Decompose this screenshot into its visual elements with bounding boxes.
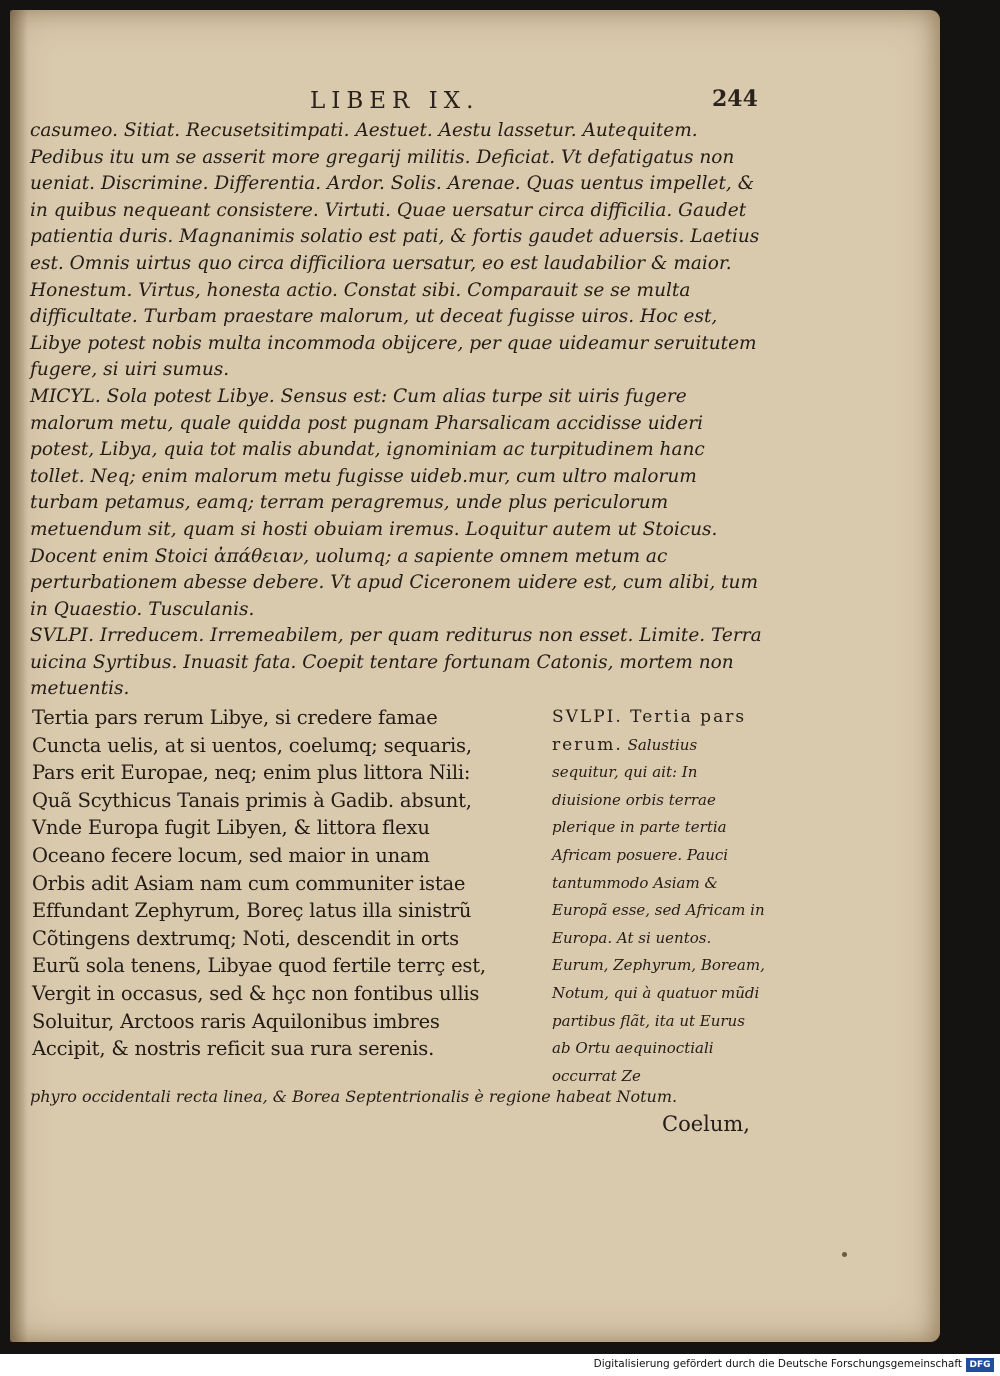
commentary-paragraph: MICYL. Sola potest Libye. Sensus est: Cum alias turpe sit uiris fugere malorum metu, quale quidda post pugnam Pharsalicam accidisse uideri potest, Libya, quia tot malis abundat, ignominiam ac turpitudinem hanc tollet. Neq; enim malorum metu fugisse uideb.mur, cum ultro malorum turbam petamus, eamq; terram peragremus, unde plus periculorum metuendum sit, quam si hosti obuiam iremus. Loquitur autem ut Stoicus. Docent enim Stoici ἀπάθειαν, uolumq; a sapiente omnem metum ac perturbationem abesse debere. Vt apud Ciceronem uidere est, cum alibi, tum in Quaestio. Tusculanis. <box>30 385 758 620</box>
commentary-continuation: phyro occidentali recta linea, & Borea Septentrionalis è regione habeat Notum. <box>30 1087 678 1106</box>
commentary-paragraph: casumeo. Sitiat. Recusetsitimpati. Aestuet. Aestu lassetur. Autequitem. Pedibus itu um se asserit more gregarij militis. Deficiat. Vt defatigatus non ueniat. Discrimine. Differentia. Ardor. Solis. Arenae. Quas uentus impellet, & in quibus nequeant consistere. Virtuti. Quae uersatur circa difficilia. Gaudet patientia duris. Magnanimis solatio est pati, & fortis gaudet aduersis. Laetius est. Omnis uirtus quo circa difficiliora uersatur, eo est laudabilior & maior. Honestum. Virtus, honesta actio. Constat sibi. Comparauit se se multa difficultate. Turbam praestare malorum, ut deceat fugisse uiros. Hoc est, Libye potest nobis multa incommoda obijcere, per quae uideamur seruitutem fugere, si uiri sumus. <box>30 120 760 381</box>
verse-line: Soluitur, Arctoos raris Aquilonibus imbres <box>32 1009 440 1033</box>
dfg-logo-icon: DFG <box>966 1358 994 1372</box>
verse-line: Cõtingens dextrumq; Noti, descendit in orts <box>32 926 459 950</box>
funding-credit: Digitalisierung gefördert durch die Deutsche Forschungsgemeinschaft <box>593 1358 962 1370</box>
verse-line: Eurũ sola tenens, Libyae quod fertile terrç est, <box>32 954 486 978</box>
page-number: 244 <box>712 86 758 112</box>
verse-line: Quã Scythicus Tanais primis à Gadib. absunt, <box>32 788 472 812</box>
catchword: Coelum, <box>662 1112 750 1136</box>
verse-line: Orbis adit Asiam nam cum communiter istae <box>32 871 466 895</box>
commentary-paragraph: SVLPI. Irreducem. Irremeabilem, per quam rediturus non esset. Limite. Terra uicina Syrtibus. Inuasit fata. Coepit tentare fortunam Catonis, mortem non metuentis. <box>30 625 762 700</box>
verse-line: Effundant Zephyrum, Boreç latus illa sinistrũ <box>32 899 472 923</box>
verse-line: Vnde Europa fugit Libyen, & littora flexu <box>32 816 430 840</box>
verse-line: Vergit in occasus, sed & hçc non fontibus ullis <box>32 981 480 1005</box>
verse-line: Pars erit Europae, neq; enim plus littora Nili: <box>32 761 471 785</box>
verse-line: Tertia pars rerum Libye, si credere famae <box>32 706 438 729</box>
verse-line: Accipit, & nostris reficit sua rura serenis. <box>32 1037 435 1061</box>
marginal-text: Salustius sequitur, qui ait: In diuisione orbis terrae plerique in parte tertia Africam posuere. Pauci tantummodo Asiam & Europã esse, sed Africam in Europa. At si uentos. Eurum, Zephyrum, Boream, Notum, qui à quatuor mũdi partibus flãt, ita ut Eurus ab Ortu aequinoctiali occurrat Ze <box>552 735 765 1085</box>
commentary-block <box>30 118 765 703</box>
marginal-lead: SVLPI. Tertia pars rerum. <box>552 707 747 755</box>
verse-line: Oceano fecere locum, sed maior in unam <box>32 843 430 867</box>
footer-bar <box>0 1354 1000 1376</box>
running-title: LIBER IX. <box>310 88 480 114</box>
marginal-commentary <box>552 704 767 1090</box>
verse-block <box>32 704 542 1063</box>
verse-line: Cuncta uelis, at si uentos, coelumq; sequaris, <box>32 733 472 757</box>
paper-speck <box>842 1252 847 1257</box>
